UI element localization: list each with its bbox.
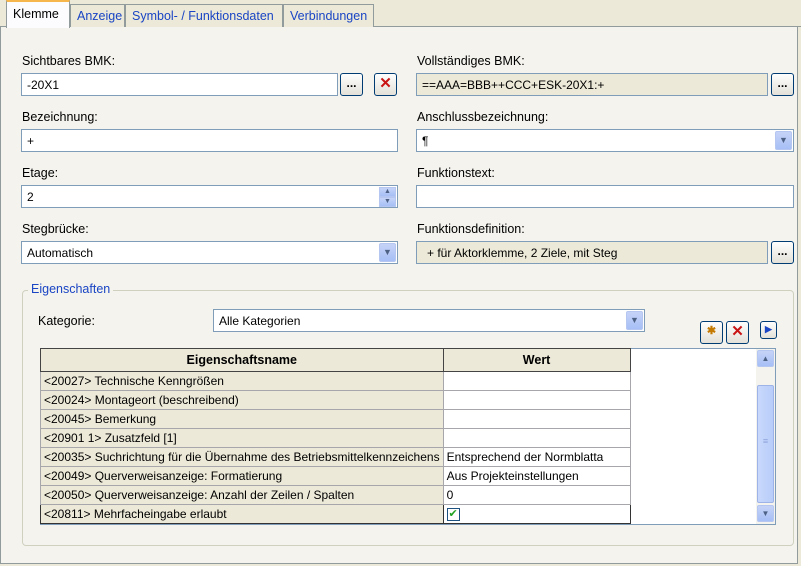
anschlussbezeichnung-label: Anschlussbezeichnung: [417, 110, 549, 124]
funktionsdefinition-browse-button[interactable]: ... [771, 241, 794, 264]
kategorie-value: Alle Kategorien [219, 314, 301, 328]
sichtbares-bmk-label: Sichtbares BMK: [22, 54, 116, 68]
arrow-right-icon: ▶ [765, 324, 772, 334]
tab-anzeige[interactable]: Anzeige [70, 4, 125, 27]
spin-down-icon[interactable]: ▼ [379, 197, 396, 207]
chevron-down-icon[interactable]: ▼ [626, 311, 643, 330]
scroll-thumb[interactable]: ≡ [757, 385, 774, 503]
bezeichnung-label: Bezeichnung: [22, 110, 98, 124]
column-header-wert[interactable]: Wert [443, 349, 630, 372]
property-value[interactable] [443, 505, 630, 524]
table-row[interactable] [41, 372, 631, 391]
property-value[interactable]: Aus Projekteinstellungen [443, 467, 630, 486]
table-row[interactable] [41, 467, 631, 486]
expand-button[interactable] [760, 321, 777, 339]
property-value[interactable] [443, 372, 630, 391]
vollstaendiges-bmk-field: ==AAA=BBB++CCC+ESK-20X1:+ [416, 73, 768, 96]
kategorie-label: Kategorie: [38, 314, 95, 328]
tab-bar [0, 0, 801, 28]
spin-up-icon[interactable]: ▲ [379, 187, 396, 197]
close-icon: ✕ [379, 75, 392, 92]
kategorie-combo[interactable] [213, 309, 645, 332]
anschlussbezeichnung-value: ¶ [422, 134, 429, 148]
property-value[interactable]: 0 [443, 486, 630, 505]
funktionstext-label: Funktionstext: [417, 166, 495, 180]
property-name: <20045> Bemerkung [41, 410, 444, 429]
vollstaendiges-bmk-browse-button[interactable]: ... [771, 73, 794, 96]
funktionsdefinition-label: Funktionsdefinition: [417, 222, 525, 236]
table-row[interactable] [41, 391, 631, 410]
property-value[interactable] [443, 429, 630, 448]
bezeichnung-input[interactable]: + [21, 129, 398, 152]
property-name: <20811> Mehrfacheingabe erlaubt [41, 505, 444, 524]
property-name: <20050> Querverweisanzeige: Anzahl der Zeilen / Spalten [41, 486, 444, 505]
table-row-selected[interactable] [41, 505, 631, 524]
property-name: <20901 1> Zusatzfeld [1] [41, 429, 444, 448]
tab-verbindungen[interactable]: Verbindungen [283, 4, 374, 27]
tab-klemme[interactable]: Klemme [6, 0, 70, 28]
etage-spinner[interactable] [21, 185, 398, 208]
table-row[interactable] [41, 486, 631, 505]
column-header-eigenschaftsname[interactable]: Eigenschaftsname [41, 349, 444, 372]
sichtbares-bmk-delete-button[interactable] [374, 73, 397, 96]
anschlussbezeichnung-combo[interactable] [416, 129, 794, 152]
property-value[interactable] [443, 410, 630, 429]
sichtbares-bmk-input[interactable]: -20X1 [21, 73, 338, 96]
tab-symbol-funktionsdaten[interactable]: Symbol- / Funktionsdaten [125, 4, 283, 27]
delete-property-button[interactable] [726, 321, 749, 344]
table-row[interactable] [41, 448, 631, 467]
properties-scrollbar[interactable] [756, 349, 775, 524]
stegbruecke-label: Stegbrücke: [22, 222, 89, 236]
properties-table [40, 348, 631, 524]
stegbruecke-combo[interactable] [21, 241, 398, 264]
property-name: <20024> Montageort (beschreibend) [41, 391, 444, 410]
scroll-up-icon[interactable]: ▲ [757, 350, 774, 367]
chevron-down-icon[interactable]: ▼ [379, 243, 396, 262]
etage-value: 2 [27, 190, 34, 204]
vollstaendiges-bmk-label: Vollständiges BMK: [417, 54, 525, 68]
etage-label: Etage: [22, 166, 59, 180]
table-row[interactable] [41, 429, 631, 448]
eigenschaften-title: Eigenschaften [28, 282, 113, 296]
funktionsdefinition-field: + für Aktorklemme, 2 Ziele, mit Steg [416, 241, 768, 264]
property-name: <20027> Technische Kenngrößen [41, 372, 444, 391]
scroll-down-icon[interactable]: ▼ [757, 505, 774, 522]
new-item-icon: ✱ [706, 325, 717, 337]
funktionstext-input[interactable] [416, 185, 794, 208]
new-property-button[interactable] [700, 321, 723, 344]
sichtbares-bmk-browse-button[interactable]: ... [340, 73, 363, 96]
stegbruecke-value: Automatisch [27, 246, 94, 260]
property-value[interactable] [443, 391, 630, 410]
property-name: <20035> Suchrichtung für die Übernahme des Betriebsmittelkennzeichens [41, 448, 444, 467]
checkbox-checked-icon[interactable]: ✔ [448, 508, 458, 521]
chevron-down-icon[interactable]: ▼ [775, 131, 792, 150]
property-name: <20049> Querverweisanzeige: Formatierung [41, 467, 444, 486]
close-icon: ✕ [731, 323, 744, 340]
table-row[interactable] [41, 410, 631, 429]
property-value[interactable]: Entsprechend der Normblatta [443, 448, 630, 467]
